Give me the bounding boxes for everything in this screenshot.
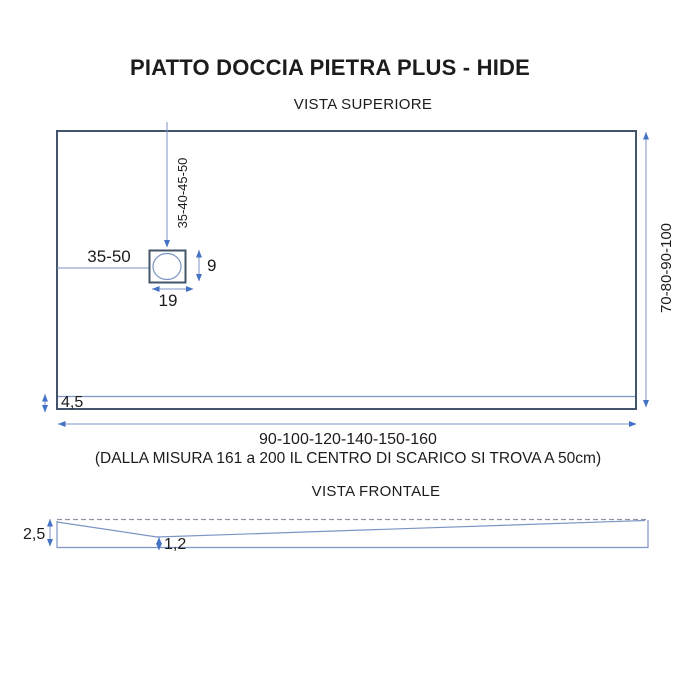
- dim-label-drain-depth: 9: [207, 256, 217, 275]
- dim-label-edge-height: 2,5: [23, 526, 46, 543]
- dim-label-drain-width: 19: [158, 291, 178, 310]
- tray-outline-rect: [57, 131, 636, 409]
- front-view-title: VISTA FRONTALE: [311, 483, 441, 500]
- dim-label-tray-depth: 70-80-90-100: [658, 222, 675, 314]
- front-view-drawing: [50, 519, 648, 550]
- page-title: PIATTO DOCCIA PIETRA PLUS - HIDE: [130, 55, 530, 80]
- drain-box: [150, 251, 186, 283]
- profile-slope-lines: [57, 521, 645, 538]
- dim-label-tray-widths: 90-100-120-140-150-160: [259, 431, 437, 448]
- profile-outline: [57, 520, 648, 548]
- dim-label-min-thickness: 1,2: [164, 536, 187, 553]
- dim-label-drain-from-top: 35-40-45-50: [175, 157, 190, 229]
- drain-position-note: (DALLA MISURA 161 a 200 IL CENTRO DI SCARICO SI TROVA A 50cm): [94, 450, 602, 467]
- top-view-drawing: [45, 122, 646, 424]
- top-view-title: VISTA SUPERIORE: [293, 96, 433, 113]
- dim-label-drain-from-left: 35-50: [87, 247, 131, 266]
- dim-label-edge-strip: 4,5: [61, 394, 84, 411]
